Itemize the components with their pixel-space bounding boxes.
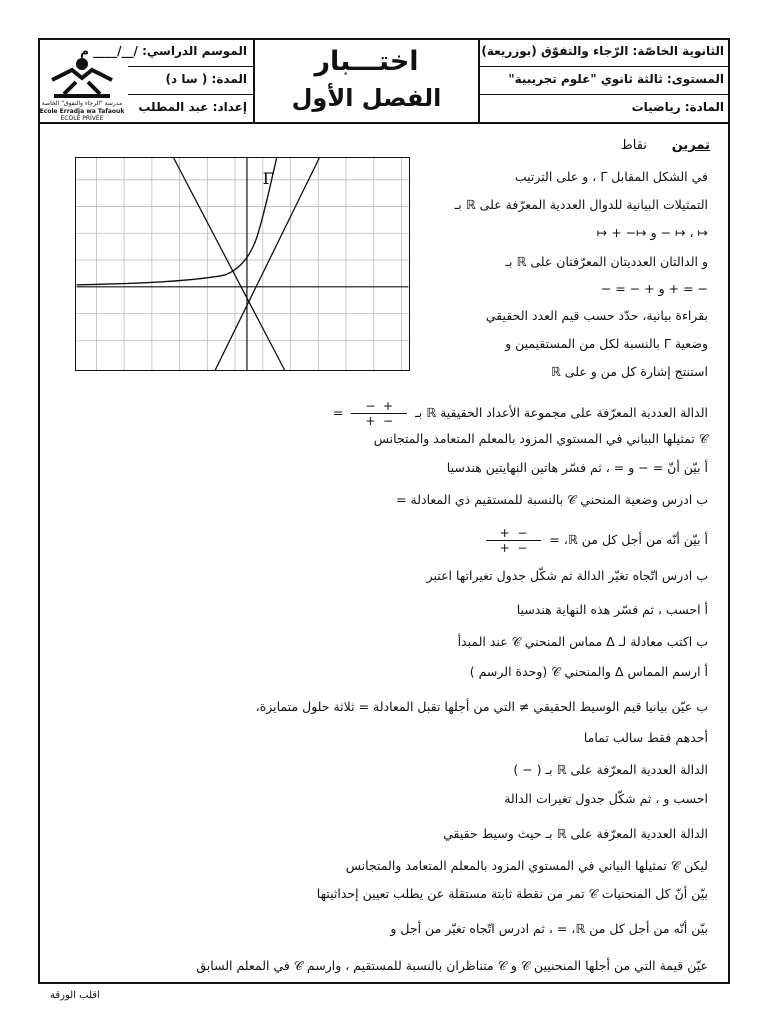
turn-page-note: اقلب الورقة [50, 990, 100, 1001]
exercise-points: نقاط [620, 138, 647, 153]
subject-text: المادة: رياضيات [631, 100, 724, 114]
q1-line4: و الدالتان العدديتان المعرّفتان على ℝ بـ [505, 254, 708, 269]
logo-text-fr: Ecole Erradja wa Tafaouk [39, 108, 125, 115]
author-text: إعداد: عبد المطلب [138, 100, 247, 114]
q2-fraction: $\frac{+ -}{- +}$ [351, 399, 407, 428]
header-school-info [478, 38, 730, 122]
q2-a: أ بيّن أنّ = − و = ، ثم فسّر هاتين النهايتين هندسيا [446, 460, 708, 475]
q4-a: أ احسب ، ثم فسّر هذه النهاية هندسيا [516, 602, 708, 617]
q2-curve: 𝒞 تمثيلها البياني في المستوي المزود بالمعلم المتعامد والمتجانس [373, 431, 708, 446]
exam-title: اختـــبار [314, 46, 419, 77]
q1-line6: بقراءة بيانية، حدّد حسب قيم العدد الحقيقي [485, 308, 708, 323]
function-graph [75, 157, 410, 371]
season-text: الموسم الدراسي: ‎__/‎__/‎__ م [80, 44, 247, 58]
header [38, 38, 730, 124]
duration-text: المدة: ( سا د) [165, 72, 247, 86]
q1-line7: وضعية Γ بالنسبة لكل من المستقيمين و [505, 336, 708, 351]
graph-grid [77, 158, 409, 370]
q7-def: الدالة العددية المعرّفة على ℝ بـ حيث وسيط حقيقي [443, 826, 708, 841]
q2-b: ب ادرس وضعية المنحني 𝒞 بالنسبة للمستقيم ذي المعادلة = [396, 492, 708, 507]
q3-b: ب ادرس اتّجاه تغيّر الدالة ثم شكّل جدول تغيراتها اعتبر [426, 568, 708, 583]
q7-a: بيّن أنّ كل المنحنيات 𝒞 تمر من نقطة ثابتة مستقلة عن يطلب تعيين إحداثيتها [316, 886, 708, 901]
q2-def: الدالة العددية المعرّفة على مجموعة الأعداد الحقيقية ℝ بـ $\frac{+ -}{- +}$ = [332, 399, 708, 428]
exam-subtitle: الفصل الأول [291, 84, 442, 112]
q4-b: ب اكتب معادلة لـ Δ مماس المنحني 𝒞 عند المبدأ [457, 634, 708, 649]
q1-line3: ↦ ، ↦ − و ↦− + ↦ [596, 225, 708, 240]
q5-b-cont: أحدهم فقط سالب تماما [583, 730, 708, 745]
q3-fraction: $\frac{- +}{- +}$ [486, 526, 542, 555]
header-meta [38, 38, 253, 122]
level-text: المستوى: ثالثة ثانوي "علوم تجريبية" [508, 72, 724, 86]
exercise-heading [621, 138, 710, 153]
q1-line1: في الشكل المقابل Γ ، و على الترتيب [514, 169, 708, 184]
q7-c: عيّن قيمة التي من أجلها المنحنيين 𝒞 و 𝒞 متناظران بالنسبة للمستقيم ، وارسم 𝒞 في المعلم السابق [196, 958, 708, 973]
logo-text-fr2: ÉCOLE PRIVÉE [60, 115, 104, 122]
gamma-label: Γ [262, 168, 274, 188]
q5-a: أ ارسم المماس Δ والمنحني 𝒞 (وحدة الرسم ) [469, 664, 708, 679]
q7-curve: ليكن 𝒞 تمثيلها البياني في المستوي المزود بالمعلم المتعامد والمتجانس [345, 858, 708, 873]
q3-a: أ بيّن أنّه من أجل كل من ℝ، = $\frac{- +}{- +}$ [482, 526, 708, 555]
q1-line5: − = + و + − = − [600, 281, 708, 296]
exercise-label: تمرين [671, 138, 710, 153]
q1-line2: التمثيلات البيانية للدوال العددية المعرّفة على ℝ بـ [454, 197, 708, 212]
q6-def: الدالة العددية المعرّفة على ℝ بـ ( − ) [513, 762, 708, 777]
q5-b: ب عيّن بيانيا قيم الوسيط الحقيقي ≠ التي من أجلها تقبل المعادلة = ثلاثة حلول متمايزة، [255, 699, 708, 714]
logo-text-ar: مدرسة "الرجاء والتفوق" الخاصة [41, 100, 123, 107]
school-name: الثانوية الخاصّة: الرّجاء والتفوّق (بوزريعة) [481, 44, 724, 58]
q1-line8: استنتج إشارة كل من و على ℝ [550, 364, 708, 379]
q6-calc: احسب و ، ثم شكّل جدول تغيرات الدالة [504, 791, 708, 806]
header-title [253, 38, 478, 122]
q7-b: بيّن أنّه من أجل كل من ℝ، = ، ثم ادرس اتّجاه تغيّر من أجل و [390, 921, 708, 936]
